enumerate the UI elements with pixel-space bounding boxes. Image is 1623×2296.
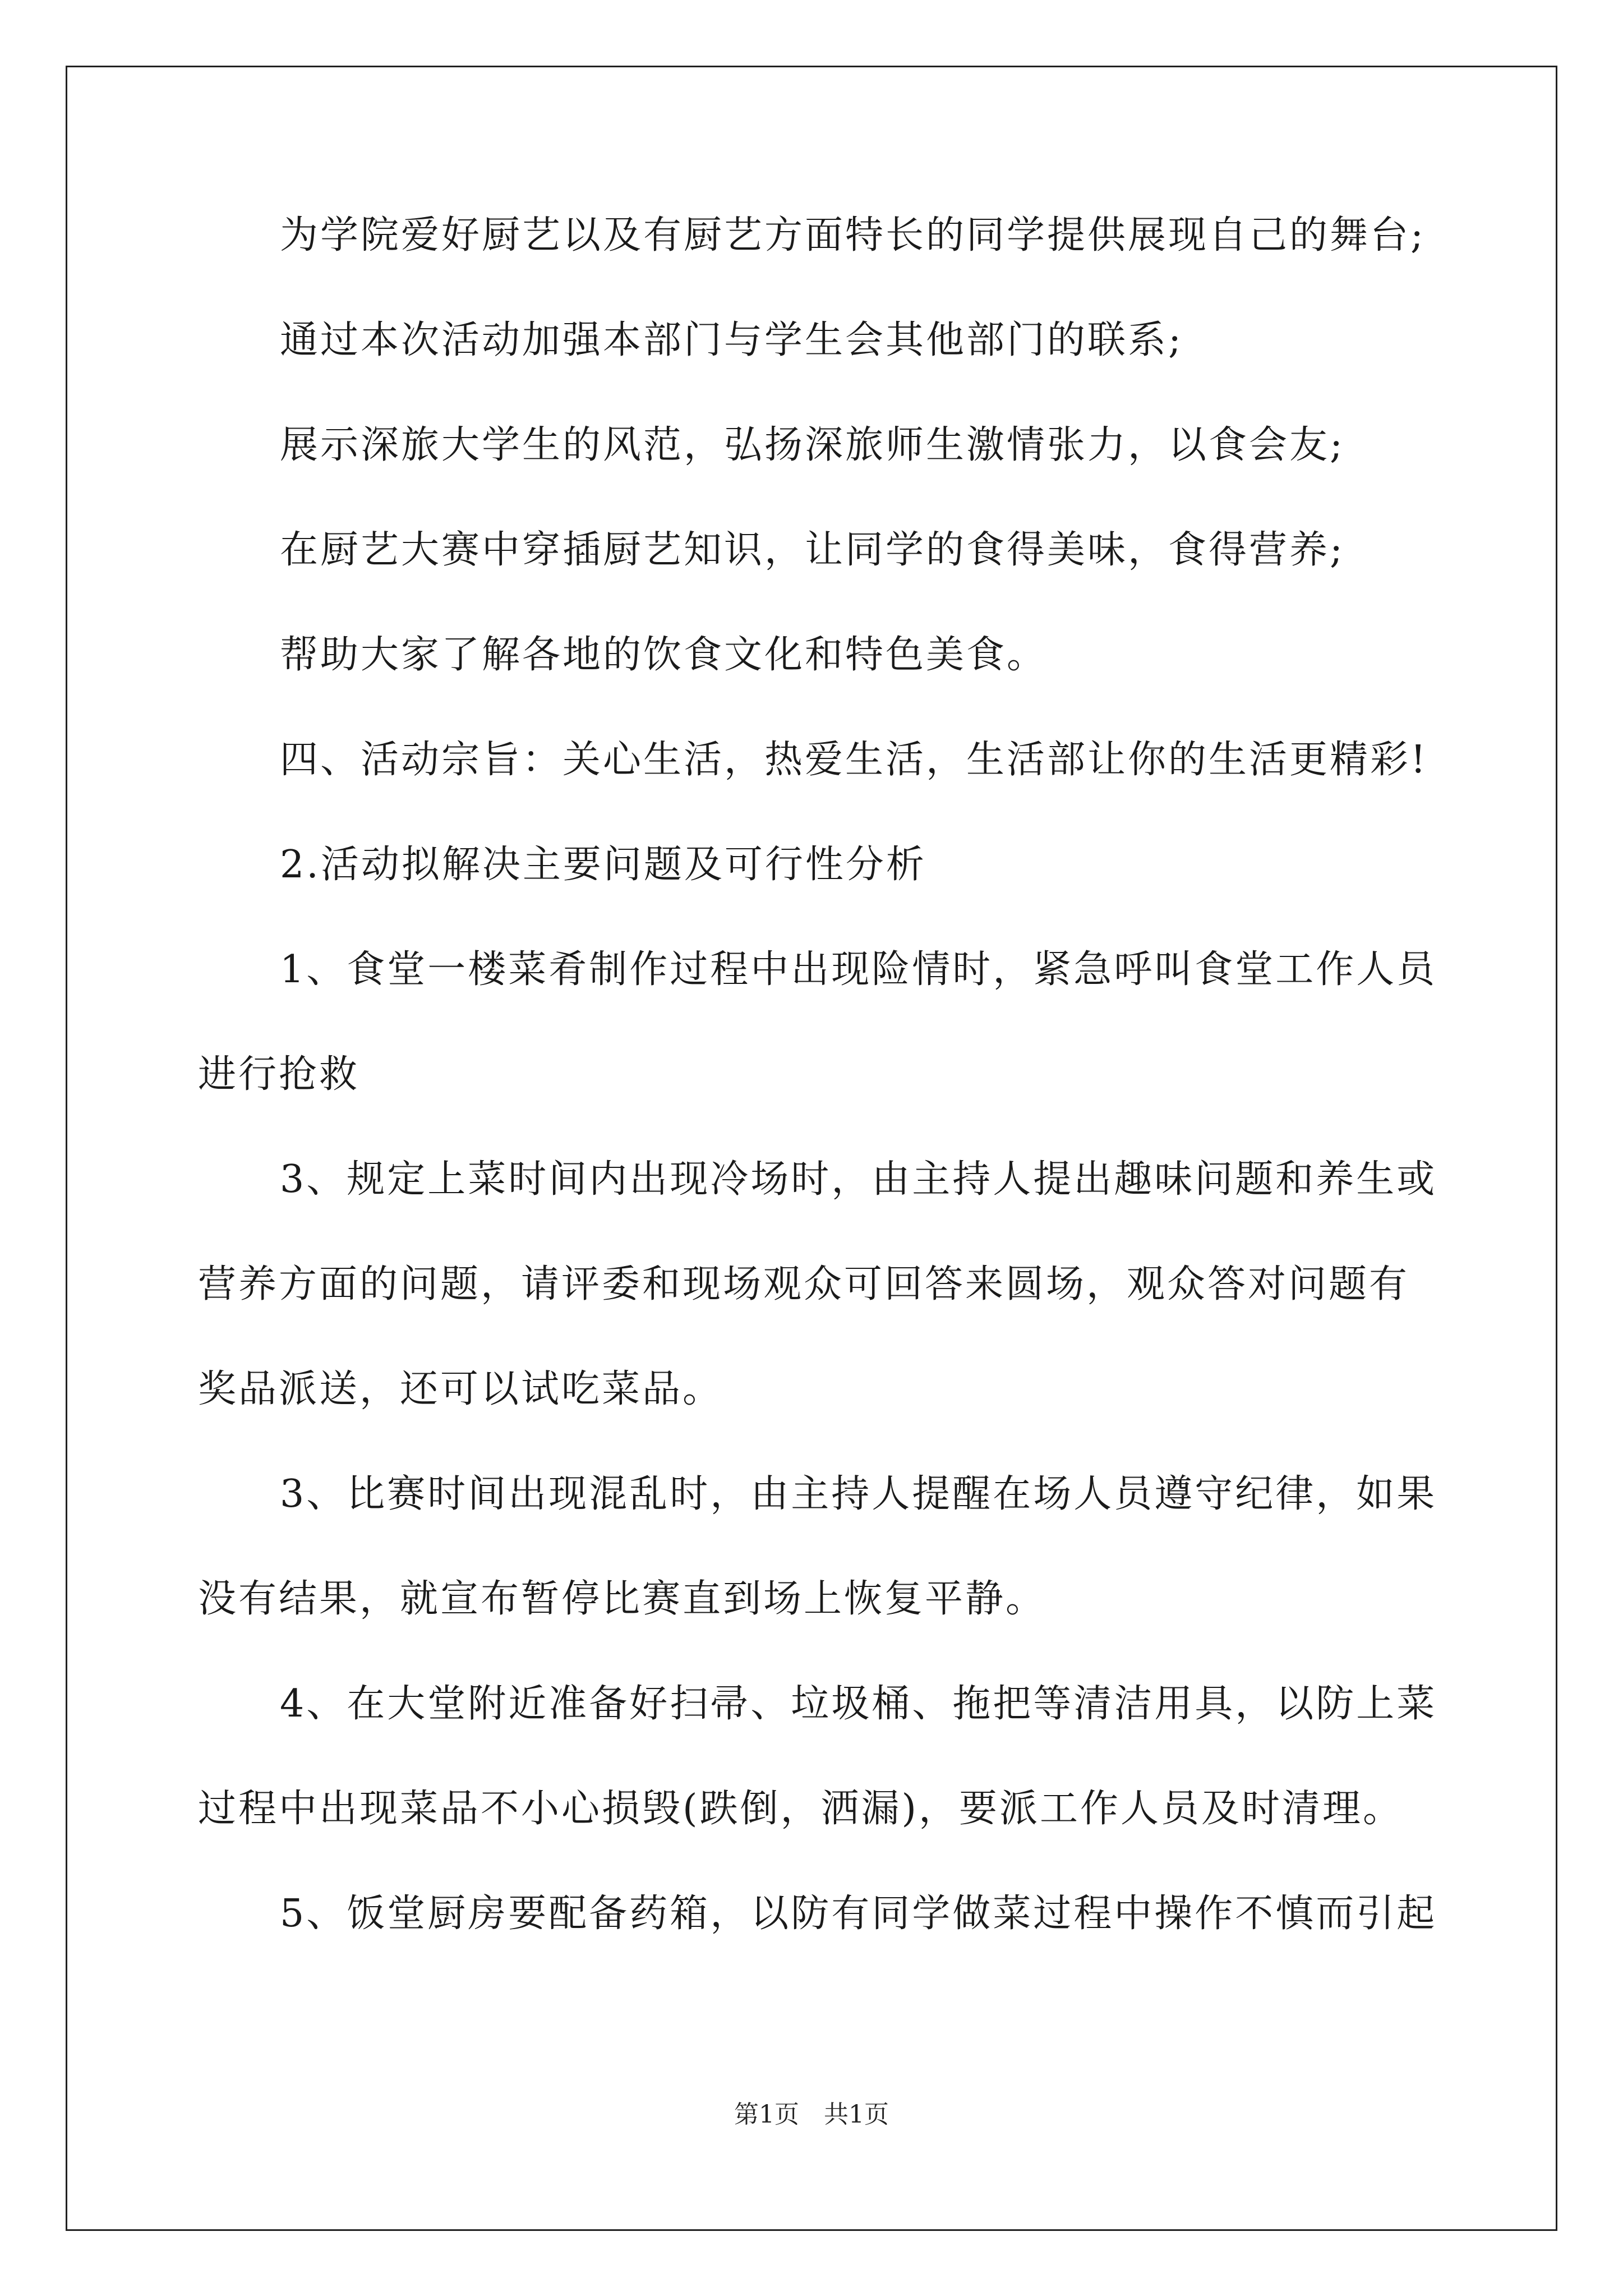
paragraph-line: 在厨艺大赛中穿插厨艺知识，让同学的食得美味，食得营养;	[280, 528, 1345, 572]
section-heading: 2.活动拟解决主要问题及可行性分析	[280, 843, 926, 887]
section-heading: 四、活动宗旨：关心生活，热爱生活，生活部让你的生活更精彩!	[280, 738, 1428, 782]
paragraph-line: 奖品派送，还可以试吃菜品。	[198, 1367, 723, 1411]
paragraph-line: 展示深旅大学生的风范，弘扬深旅师生激情张力，以食会友;	[280, 423, 1345, 467]
paragraph-line: 5、饭堂厨房要配备药箱，以防有同学做菜过程中操作不慎而引起	[280, 1892, 1437, 1936]
paragraph-line: 为学院爱好厨艺以及有厨艺方面特长的同学提供展现自己的舞台;	[280, 213, 1426, 257]
paragraph-line: 营养方面的问题，请评委和现场观众可回答来圆场，观众答对问题有	[198, 1262, 1410, 1306]
paragraph-line: 3、比赛时间出现混乱时，由主持人提醒在场人员遵守纪律，如果	[280, 1472, 1437, 1516]
paragraph-line: 3、规定上菜时间内出现冷场时，由主持人提出趣味问题和养生或	[280, 1157, 1437, 1202]
paragraph-line: 帮助大家了解各地的饮食文化和特色美食。	[280, 633, 1048, 677]
paragraph-line: 进行抢救	[198, 1052, 360, 1097]
page-footer: 第1页 共1页	[734, 2100, 889, 2129]
paragraph-line: 过程中出现菜品不小心损毁(跌倒，洒漏)，要派工作人员及时清理。	[198, 1787, 1404, 1831]
paragraph-line: 没有结果，就宣布暂停比赛直到场上恢复平静。	[198, 1577, 1046, 1621]
paragraph-line: 通过本次活动加强本部门与学生会其他部门的联系;	[280, 318, 1183, 362]
paragraph-line: 1、食堂一楼菜肴制作过程中出现险情时，紧急呼叫食堂工作人员	[280, 947, 1437, 992]
paragraph-line: 4、在大堂附近准备好扫帚、垃圾桶、拖把等清洁用具，以防上菜	[280, 1682, 1437, 1726]
